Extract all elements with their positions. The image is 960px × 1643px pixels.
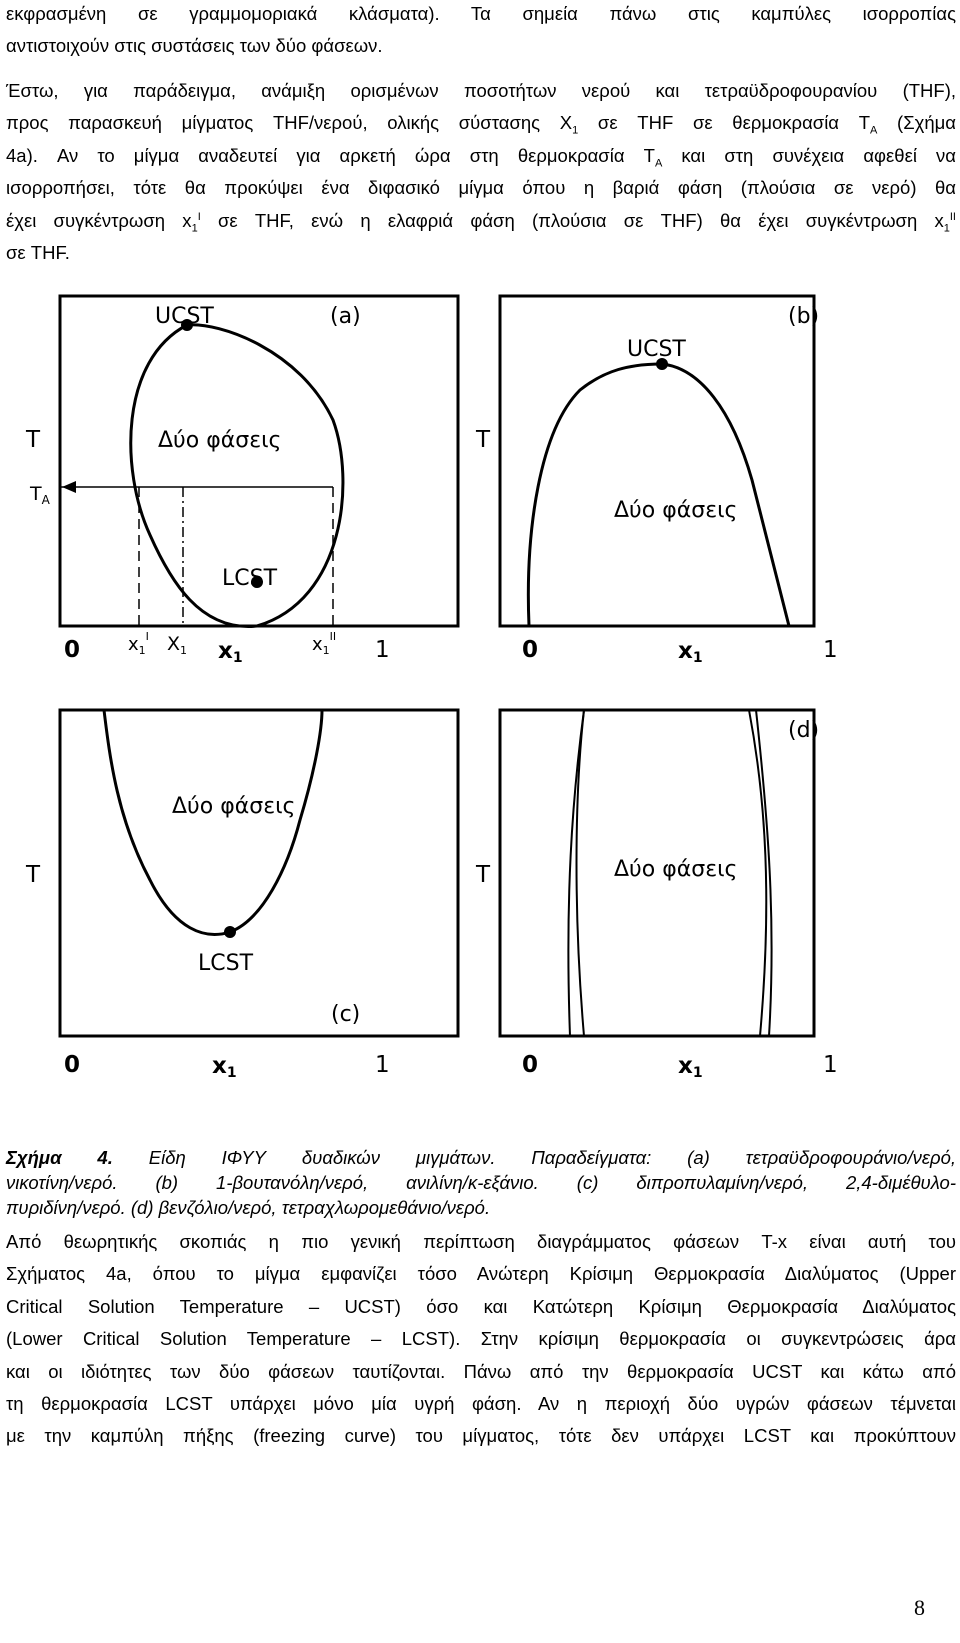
body-line-3: Critical Solution Temperature – UCST) όσο και Κατώτερη Κρίσιμη Θερμοκρασία Διαλύματος [6,1295,956,1317]
panel-d [475,710,838,1081]
panel-a-x0: 0 [64,637,81,663]
panel-c-lcst-point [224,926,236,938]
panel-c-lcst-label: LCST [198,951,254,976]
panel-d-id: (d) [788,718,820,743]
panel-c-x0: 0 [64,1052,81,1078]
panel-c [25,710,458,1081]
example-line-4: ισορροπήσει, τότε θα προκύψει ένα διφασικό μίγμα όπου η βαριά φάση (πλούσια σε νερό) θα [6,177,956,199]
panel-a-ucst-label: UCST [155,304,214,329]
panel-a-ta-label: $T_A$ [30,483,50,507]
body-line-1: Από θεωρητικής σκοπιάς η πιο γενική περίπτωση διαγράμματος φάσεων T-x είναι αυτή του [6,1231,956,1252]
figure-caption [6,1145,956,1220]
panel-b-phase-curve [528,364,789,626]
intro-line-1: εκφρασμένη σε γραμμομοριακά κλάσματα). Τα σημεία πάνω στις καμπύλες ισορροπίας [6,3,956,24]
example-paragraph [6,75,956,269]
intro-line-2: αντιστοιχούν στις συστάσεις των δύο φάσεων. [6,35,383,57]
panel-b-x1: 1 [823,637,838,663]
panel-d-x0: 0 [522,1052,539,1078]
example-line-5: έχει συγκέντρωση $x_1^I$ σε THF, ενώ η ελαφριά φάση (πλούσια σε THF) θα έχει συγκέντρωση $x_1^{II}$ [6,209,956,235]
body-line-7: με την καμπύλη πήξης (freezing curve) του μίγματος, τότε δεν υπάρχει LCST και προκύπτουν [6,1425,956,1447]
panel-a-lcst-label: LCST [222,566,278,591]
panel-d-x-axis-label: x1 [678,1053,703,1081]
example-line-6: σε THF. [6,242,70,264]
body-paragraph [6,1226,956,1453]
panel-b-region: Δύο φάσεις [614,498,738,523]
panel-d-region: Δύο φάσεις [614,857,738,882]
panel-c-x1: 1 [375,1052,390,1078]
panel-b-x-axis-label: x1 [678,638,703,666]
panel-b-y-axis-label: T [476,427,491,453]
panel-a-region: Δύο φάσεις [158,428,282,453]
panel-c-y-axis-label: T [26,862,41,888]
caption-line-3: πυριδίνη/νερό. (d) βενζόλιο/νερό, τετραχλωρομεθάνιο/νερό. [6,1197,491,1218]
panel-c-frame [60,710,458,1036]
panel-a-x1: 1 [375,637,390,663]
panel-c-x-axis-label: x1 [212,1053,237,1081]
panel-b-ucst-label: UCST [627,337,686,362]
caption-line-2: νικοτίνη/νερό. (b) 1-βουτανόλη/νερό, ανιλίνη/κ-εξάνιο. (c) διπροπυλαμίνη/νερό, 2,4-διμέθυλο- [6,1172,956,1193]
panel-c-id: (c) [331,1002,361,1027]
panel-a-x1I: $x_1^I$ [128,630,149,657]
body-line-6: τη θερμοκρασία LCST υπάρχει μόνο μία υγρή φάση. Αν η περιοχή δύο υγρών φάσεων τέμνεται [6,1393,956,1415]
panel-a-X1: $X_1$ [167,633,188,657]
body-line-5: και οι ιδιότητες των δύο φάσεων ταυτίζονται. Πάνω από την θερμοκρασία UCST και κάτω από [6,1360,956,1382]
panel-d-right-curve [749,710,766,1036]
panel-a-y-axis-label: T [26,427,41,453]
intro-paragraph [6,0,956,63]
panel-b-id: (b) [788,304,820,329]
body-line-4: (Lower Critical Solution Temperature – LCST). Στην κρίσιμη θερμοκρασία οι συγκεντρώσεις άρα [6,1328,956,1350]
figure-4 [0,280,960,1140]
panel-d-y-axis-label: T [476,862,491,888]
panel-a-arrow-head [62,481,76,493]
body-line-2: Σχήματος 4a, όπου το μίγμα εμφανίζει τόσο Ανώτερη Κρίσιμη Θερμοκρασία Διαλύματος (Upper [6,1263,956,1285]
panel-a-x-axis-label: x1 [218,638,243,666]
panel-a-x1II: $x_1^{II}$ [312,630,337,657]
page-number: 8 [914,1595,925,1620]
panel-b [475,296,838,666]
panel-a [25,296,458,666]
panel-d-x1: 1 [823,1052,838,1078]
panel-a-id: (a) [330,304,361,329]
example-line-2: προς παρασκευή μίγματος THF/νερού, ολικής σύστασης $X_1$ σε THF σε θερμοκρασία $T_A$ (Σχήμα [6,112,956,138]
panel-b-x0: 0 [522,637,539,663]
panel-c-region: Δύο φάσεις [172,794,296,819]
caption-line-1: Σχήμα 4. Είδη ΙΦΥΥ δυαδικών μιγμάτων. Παραδείγματα: (a) τετραϋδροφουράνιο/νερό, [6,1147,957,1168]
panel-c-phase-curve [104,710,322,934]
example-line-1: Έστω, για παράδειγμα, ανάμιξη ορισμένων ποσοτήτων νερού και τετραϋδροφουρανίου (THF), [6,80,956,101]
example-line-3: 4a). Αν το μίγμα αναδευτεί για αρκετή ώρα στη θερμοκρασία $T_A$ και στη συνέχεια αφεθεί να [6,144,956,170]
